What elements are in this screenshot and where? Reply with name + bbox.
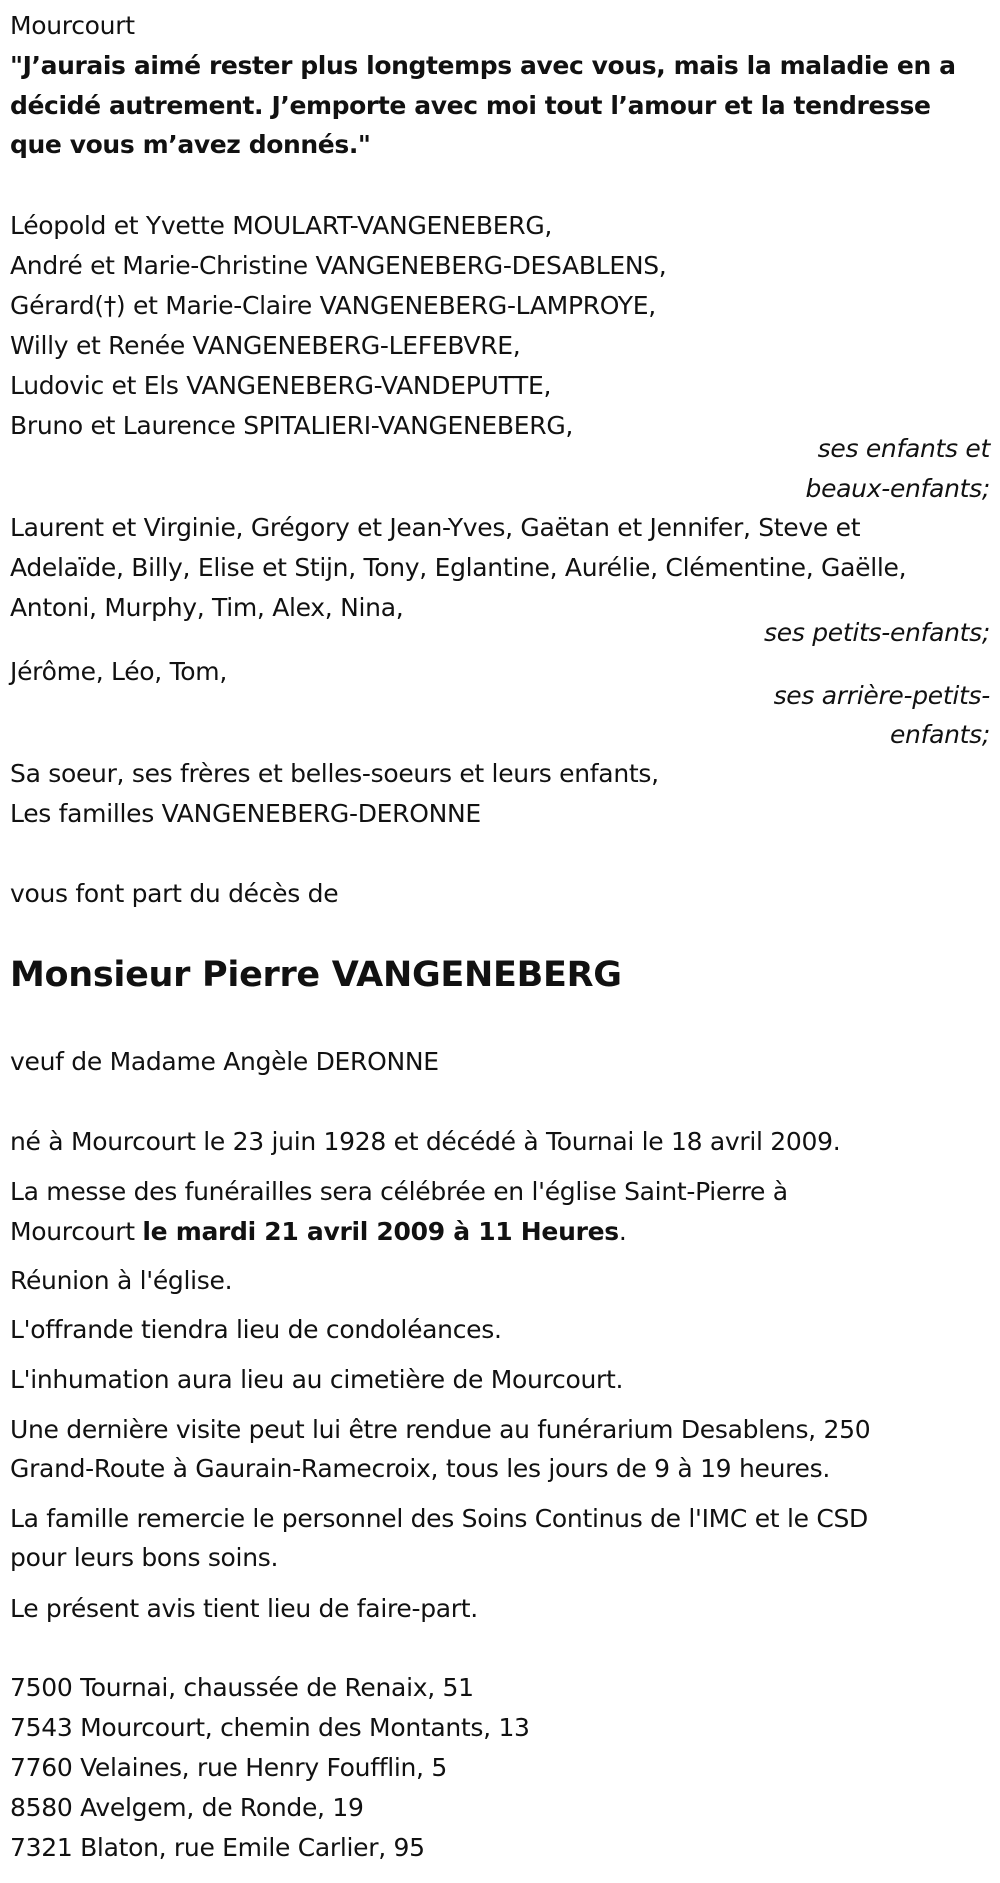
other-family: Sa soeur, ses frères et belles-soeurs et leurs enfants,	[10, 759, 659, 788]
burial-info: L'inhumation aura lieu au cimetière de Mourcourt.	[10, 1365, 624, 1394]
mass-datetime: le mardi 21 avril 2009 à 11 Heures	[142, 1217, 619, 1246]
relation-label: ses petits-enfants;	[764, 618, 990, 647]
visit-info: Grand-Route à Gaurain-Ramecroix, tous les jours de 9 à 19 heures.	[10, 1454, 830, 1483]
offering-info: L'offrande tiendra lieu de condoléances.	[10, 1315, 502, 1344]
relation-label: enfants;	[889, 720, 990, 749]
relation-label: ses arrière-petits-	[773, 681, 990, 710]
child-entry: Bruno et Laurence SPITALIERI-VANGENEBERG,	[10, 411, 574, 440]
announcement: vous font part du décès de	[10, 879, 339, 908]
child-entry: André et Marie-Christine VANGENEBERG-DESABLENS,	[10, 251, 667, 280]
widower-of: veuf de Madame Angèle DERONNE	[10, 1047, 439, 1076]
grandchildren-line: Antoni, Murphy, Tim, Alex, Nina,	[10, 593, 404, 622]
relation-label: beaux-enfants;	[805, 474, 990, 503]
notice: Le présent avis tient lieu de faire-part.	[10, 1594, 478, 1623]
location: Mourcourt	[10, 11, 135, 40]
great-grandchildren-line: Jérôme, Léo, Tom,	[10, 657, 227, 686]
child-entry: Willy et Renée VANGENEBERG-LEFEBVRE,	[10, 331, 521, 360]
visit-info: Une dernière visite peut lui être rendue au funérarium Desablens, 250	[10, 1415, 871, 1444]
birth-death: né à Mourcourt le 23 juin 1928 et décédé à Tournai le 18 avril 2009.	[10, 1127, 841, 1156]
address: 7760 Velaines, rue Henry Foufflin, 5	[10, 1753, 447, 1782]
address: 7543 Mourcourt, chemin des Montants, 13	[10, 1713, 530, 1742]
mass-info: La messe des funérailles sera célébrée en l'église Saint-Pierre à	[10, 1177, 788, 1206]
quote-line: que vous m’avez donnés."	[10, 130, 371, 159]
deceased-name: Monsieur Pierre VANGENEBERG	[10, 955, 622, 995]
mass-punct: .	[618, 1217, 627, 1246]
thanks-info: La famille remercie le personnel des Soins Continus de l'IMC et le CSD	[10, 1504, 869, 1533]
address: 7321 Blaton, rue Emile Carlier, 95	[10, 1833, 425, 1862]
grandchildren-line: Adelaïde, Billy, Elise et Stijn, Tony, Eglantine, Aurélie, Clémentine, Gaëlle,	[10, 553, 907, 582]
relation-label: ses enfants et	[817, 434, 990, 463]
mass-info	[10, 1212, 627, 1252]
child-entry: Ludovic et Els VANGENEBERG-VANDEPUTTE,	[10, 371, 552, 400]
meeting-info: Réunion à l'église.	[10, 1266, 233, 1295]
child-entry: Gérard(†) et Marie-Claire VANGENEBERG-LAMPROYE,	[10, 291, 656, 320]
quote-line: "J’aurais aimé rester plus longtemps avec vous, mais la maladie en a	[10, 51, 956, 80]
grandchildren-line: Laurent et Virginie, Grégory et Jean-Yves, Gaëtan et Jennifer, Steve et	[10, 513, 861, 542]
thanks-info: pour leurs bons soins.	[10, 1543, 279, 1572]
quote-line: décidé autrement. J’emporte avec moi tout l’amour et la tendresse	[10, 91, 931, 120]
address: 8580 Avelgem, de Ronde, 19	[10, 1793, 364, 1822]
address: 7500 Tournai, chaussée de Renaix, 51	[10, 1673, 474, 1702]
other-family: Les familles VANGENEBERG-DERONNE	[10, 799, 481, 828]
mass-place: Mourcourt	[10, 1217, 143, 1246]
child-entry: Léopold et Yvette MOULART-VANGENEBERG,	[10, 211, 553, 240]
